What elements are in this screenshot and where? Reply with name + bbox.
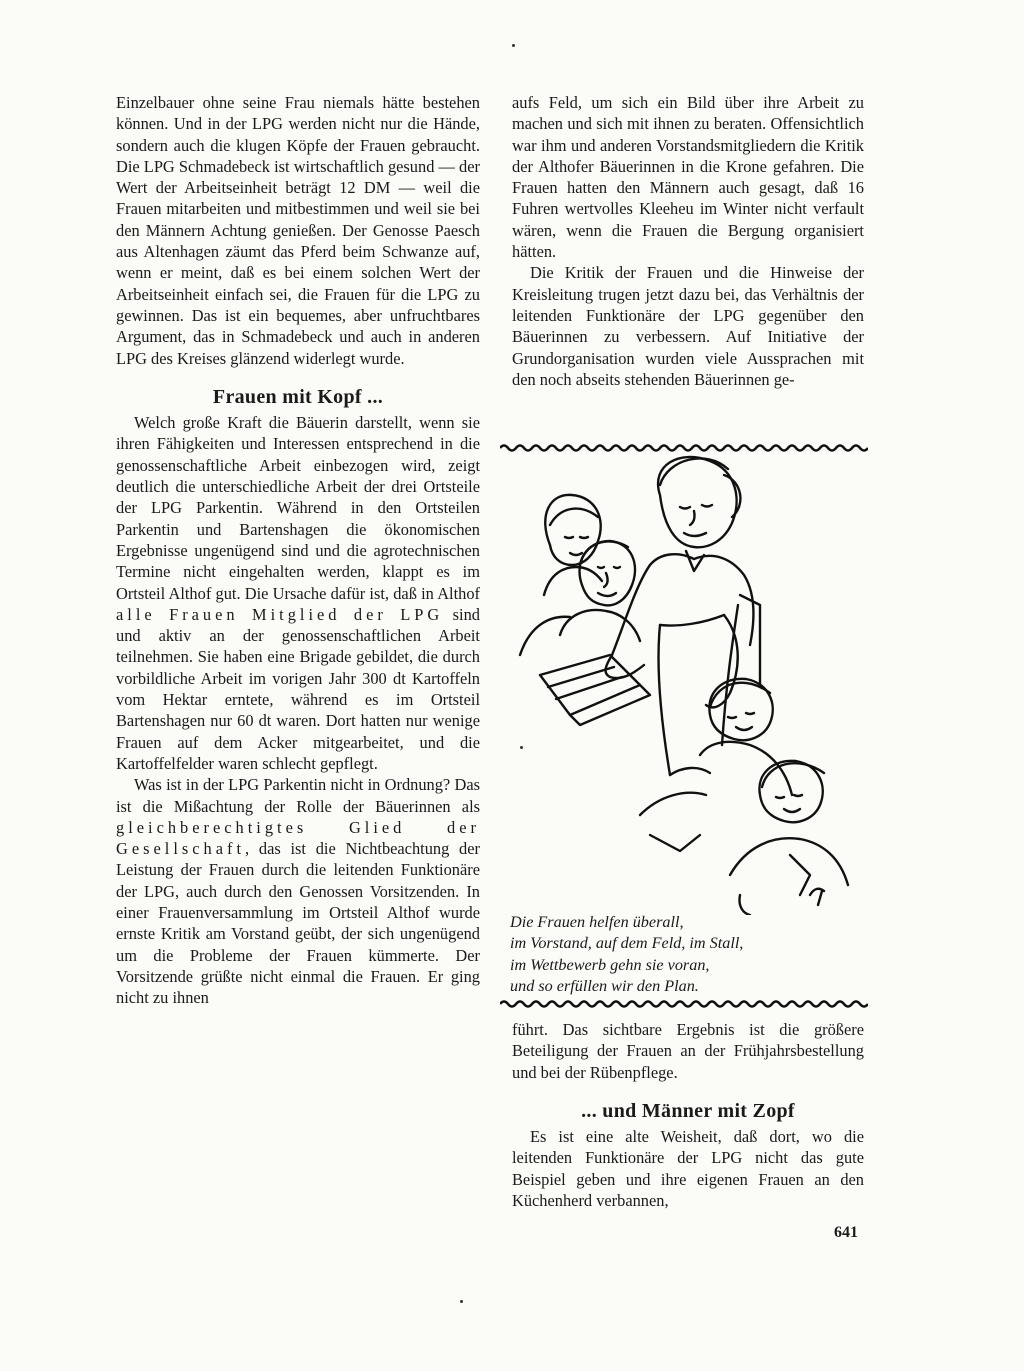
right-column-top <box>512 92 864 390</box>
illustration-farmers <box>510 455 850 915</box>
caption-line: und so erfüllen wir den Plan. <box>510 976 699 995</box>
spaced-emphasis: gleichberechtigtes Glied der Gesellschaft <box>116 817 480 859</box>
page-number: 641 <box>834 1224 858 1241</box>
intro-paragraph: Einzelbauer ohne seine Frau niemals hätte bestehen können. Und in der LPG werden nicht nur die Hände, sondern auch die klugen Köpfe der Frauen gebraucht. Die LPG Schmadebeck ist wirtschaftlich gesund — der Wert der Arbeitseinheit beträgt 12 DM — weil die Frauen mitarbeiten und mitbestimmen und weil sie bei den Männern Achtung genießen. Der Genosse Paesch aus Altenhagen zäumt das Pferd beim Schwanze auf, wenn er meint, daß es bei einem solchen Wert der Arbeitseinheit einfach sei, die Frauen für die LPG zu gewinnen. Das ist ein bequemes, aber unfruchtbares Argument, das in Schmadebeck und auch in anderen LPG des Kreises glänzend widerlegt wurde. <box>116 93 480 368</box>
right-paragraph-4: Es ist eine alte Weisheit, daß dort, wo die leitenden Funktionäre der LPG nicht das gute Beispiel geben und ihre eigenen Frauen an den Küchenherd verbannen, <box>512 1127 864 1211</box>
text-run: Was ist in der LPG Parkentin nicht in Ordnung? Das ist die Mißachtung der Rolle der Bäuerinnen als <box>116 775 480 816</box>
right-paragraph-3: führt. Das sichtbare Ergebnis ist die größere Beteiligung der Frauen an der Frühjahrsbestellung und bei der Rübenpflege. <box>512 1020 864 1082</box>
spaced-emphasis: alle Frauen Mitglied der LPG <box>116 604 444 624</box>
section-paragraph-2 <box>116 774 480 1008</box>
caption-line: im Vorstand, auf dem Feld, im Stall, <box>510 934 744 953</box>
section-heading-frauen-mit-kopf: Frauen mit Kopf ... <box>212 385 384 408</box>
left-column <box>116 92 480 1008</box>
section-paragraph-1 <box>116 412 480 774</box>
text-run: Welch große Kraft die Bäuerin darstellt, wenn sie ihren Fähigkeiten und Interessen entsprechend in die genossenschaftliche Arbeit einbezogen wird, zeigt deutlich die unterschiedliche Arbeit der drei Ortsteile der LPG Parkentin. Während in den Ortsteilen Parkentin und Bartenshagen die ökonomischen Ergebnisse ungenügend sind und die agrotechnischen Termine nicht eingehalten werden, klappt es im Ortsteil Althof gut. Die Ursache dafür ist, daß in Althof <box>116 413 480 603</box>
right-column-bottom <box>512 1019 864 1211</box>
caption-line: im Wettbewerb gehn sie voran, <box>510 955 710 974</box>
right-paragraph-1: aufs Feld, um sich ein Bild über ihre Arbeit zu machen und sich mit ihnen zu beraten. Offensichtlich war ihm und anderen Vorstandsmitgliedern die Kritik der Althofer Bäuerinnen in die Krone gefahren. Die Frauen hatten den Männern auch gesagt, daß 16 Fuhren wertvolles Kleeheu im Winter nicht verfault wären, wenn die Frauen die Bergung organisiert hätten. <box>512 93 864 262</box>
right-paragraph-2: Die Kritik der Frauen und die Hinweise der Kreisleitung trugen jetzt dazu bei, das Verhältnis der leitenden Funktionäre der LPG gegenüber den Bäuerinnen zu verbessern. Auf Initiative der Grundorganisation wurden viele Aussprachen mit den noch abseits stehenden Bäuerinnen ge- <box>512 263 864 389</box>
text-run: , das ist die Nichtbeachtung der Leistung der Frauen durch die leitenden Funktionäre der LPG, auch durch den Genossen Vorsitzenden. In einer Frauenversammlung im Ortsteil Althof wurde ernste Kritik am Vorstand geübt, der sich ungenügend um die Probleme der Frauen kümmerte. Der Vorsitzende grüßte nicht einmal die Frauen. Er ging nicht zu ihnen <box>116 839 480 1008</box>
text-run: sind und aktiv an der genossenschaftlichen Arbeit teilnehmen. Sie haben eine Brigade gebildet, die durch vorbildliche Arbeit im vorigen Jahr 300 dt Kartoffeln vom Hektar erntete, während es im Ortsteil Bartenshagen nur 60 dt waren. Dort hatten nur wenige Frauen auf dem Acker mitgearbeitet, und die Kartoffelfelder waren schlecht gepflegt. <box>116 604 481 773</box>
caption-line: Die Frauen helfen überall, <box>510 913 684 931</box>
section-heading-maenner-mit-zopf: ... und Männer mit Zopf <box>581 1099 795 1122</box>
illustration-caption <box>510 912 870 997</box>
print-speck <box>512 44 515 47</box>
print-speck <box>460 1300 463 1303</box>
wavy-divider-top <box>500 443 868 453</box>
wavy-divider-bottom <box>500 999 868 1009</box>
